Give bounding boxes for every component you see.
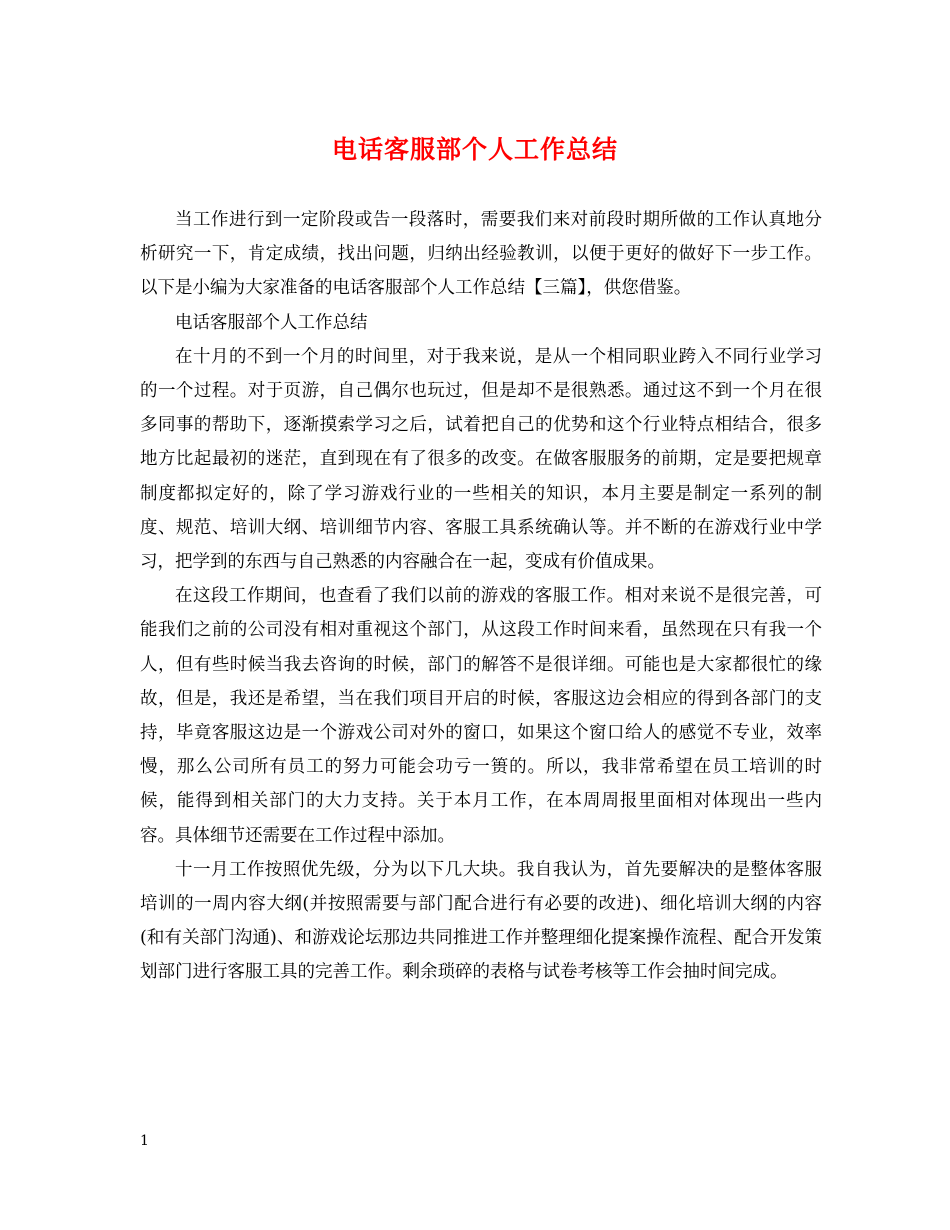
body-paragraph-review: 在这段工作期间，也查看了我们以前的游戏的客服工作。相对来说不是很完善，可能我们之前的公司没有相对重视这个部门，从这段工作时间来看，虽然现在只有我一个人，但有些时候当我去咨询的时候，部门的解答不是很详细。可能也是大家都很忙的缘故，但是，我还是希望，当在我们项目开启的时候，客服这边会相应的得到各部门的支持，毕竟客服这边是一个游戏公司对外的窗口，如果这个窗口给人的感觉不专业，效率慢，那么公司所有员工的努力可能会功亏一篑的。所以，我非常希望在员工培训的时候，能得到相关部门的大力支持。关于本月工作，在本周周报里面相对体现出一些内容。具体细节还需要在工作过程中添加。: [140, 586, 822, 846]
intro-paragraph: 当工作进行到一定阶段或告一段落时，需要我们来对前段时期所做的工作认真地分析研究一下，肯定成绩，找出问题，归纳出经验教训，以便于更好的做好下一步工作。以下是小编为大家准备的电话客服部个人工作总结【三篇】，供您借鉴。: [140, 210, 822, 299]
document-title: 电话客服部个人工作总结: [331, 135, 618, 164]
section-heading: 电话客服部个人工作总结: [175, 312, 368, 333]
document-body: [140, 203, 822, 990]
page-number: 1: [140, 1133, 149, 1149]
body-paragraph-october: 在十月的不到一个月的时间里，对于我来说，是从一个相同职业跨入不同行业学习的一个过程。对于页游，自己偶尔也玩过，但是却不是很熟悉。通过这不到一个月在很多同事的帮助下，逐渐摸索学习之后，试着把自己的优势和这个行业特点相结合，很多地方比起最初的迷茫，直到现在有了很多的改变。在做客服服务的前期，定是要把规章制度都拟定好的，除了学习游戏行业的一些相关的知识，本月主要是制定一系列的制度、规范、培训大纲、培训细节内容、客服工具系统确认等。并不断的在游戏行业中学习，把学到的东西与自己熟悉的内容融合在一起，变成有价值成果。: [140, 346, 822, 573]
body-paragraph-november: 十一月工作按照优先级，分为以下几大块。我自我认为，首先要解决的是整体客服培训的一周内容大纲(并按照需要与部门配合进行有必要的改进)、细化培训大纲的内容(和有关部门沟通)、和游戏论坛那边共同推进工作并整理细化提案操作流程、配合开发策划部门进行客服工具的完善工作。剩余琐碎的表格与试卷考核等工作会抽时间完成。: [140, 859, 822, 983]
